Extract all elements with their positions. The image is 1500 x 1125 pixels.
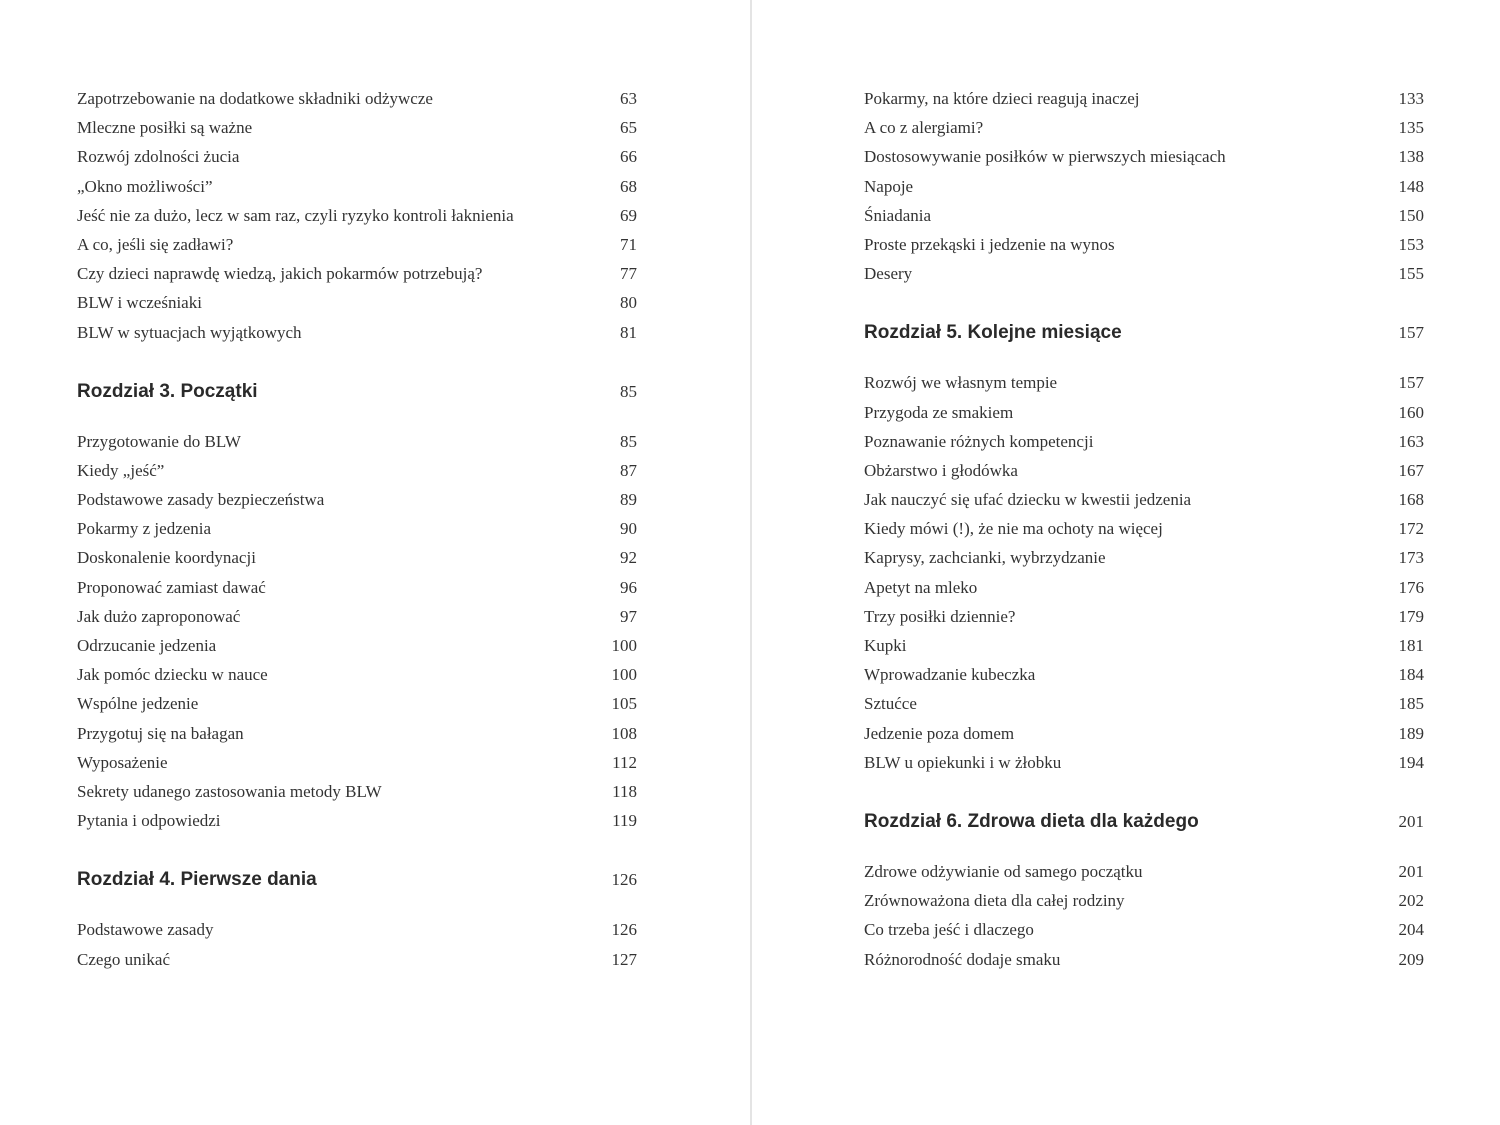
toc-entry-title: Wyposażenie	[77, 752, 168, 772]
toc-entry-title: Jedzenie poza domem	[864, 723, 1015, 743]
toc-entry-page-number: 80	[620, 293, 637, 313]
toc-entry-page-number: 89	[620, 490, 637, 510]
toc-entry	[864, 485, 1424, 514]
toc-entry-title: Czego unikać	[77, 949, 170, 969]
toc-entry-page-number: 108	[611, 723, 637, 743]
toc-entry	[864, 602, 1424, 631]
toc-entry	[864, 915, 1424, 944]
toc-entry-title: Poznawanie różnych kompetencji	[864, 431, 1094, 451]
toc-entry-page-number: 172	[1398, 519, 1424, 539]
toc-entry-page-number: 204	[1398, 920, 1424, 940]
toc-entry-page-number: 100	[611, 636, 637, 655]
toc-entry-title: A co, jeśli się zadławi?	[77, 234, 234, 254]
toc-entry-title: Rozwój zdolności żucia	[77, 147, 240, 167]
toc-entry	[77, 945, 637, 974]
toc-entry-page-number: 163	[1398, 431, 1424, 451]
toc-entry-title: Sekrety udanego zastosowania metody BLW	[77, 781, 382, 801]
toc-entry-page-number: 66	[620, 147, 637, 167]
toc-entry-page-number: 97	[620, 606, 637, 626]
toc-entry-page-number: 173	[1398, 548, 1424, 568]
toc-entry-page-number: 189	[1398, 723, 1424, 743]
toc-entry	[864, 543, 1424, 572]
toc-entry-title: Doskonalenie koordynacji	[77, 548, 256, 568]
toc-entry	[864, 719, 1424, 748]
toc-entry	[864, 631, 1424, 660]
toc-entry	[864, 142, 1424, 171]
toc-entry-page-number: 71	[620, 234, 637, 254]
toc-entry	[77, 543, 637, 572]
toc-entry	[864, 660, 1424, 689]
toc-entry	[864, 398, 1424, 427]
toc-entry-title: Mleczne posiłki są ważne	[77, 118, 253, 138]
toc-entry-title: Rozwój we własnym tempie	[864, 373, 1058, 393]
toc-entry-title: Zapotrzebowanie na dodatkowe składniki odżywcze	[77, 89, 433, 108]
toc-entry-page-number: 90	[620, 519, 637, 539]
toc-entry	[77, 514, 637, 543]
toc-entry-page-number: 92	[620, 548, 637, 568]
toc-entry-page-number: 63	[620, 89, 637, 108]
toc-entry	[77, 748, 637, 777]
toc-entry	[77, 777, 637, 806]
toc-entry-page-number: 148	[1398, 176, 1424, 196]
toc-entry-page-number: 69	[620, 205, 637, 225]
toc-entry-title: Przygotuj się na bałagan	[77, 723, 244, 743]
toc-entry-title: Co trzeba jeść i dlaczego	[864, 920, 1034, 940]
toc-entry	[864, 945, 1424, 974]
toc-entry-title: Dostosowywanie posiłków w pierwszych miesiącach	[864, 147, 1226, 167]
toc-entry-title: Proponować zamiast dawać	[77, 577, 266, 597]
toc-entry-page-number: 176	[1398, 577, 1424, 597]
toc-entry-title: Odrzucanie jedzenia	[77, 636, 217, 655]
toc-entry	[77, 427, 637, 456]
toc-entry-page-number: 150	[1398, 205, 1424, 225]
toc-entry-title: Jak pomóc dziecku w nauce	[77, 665, 268, 685]
toc-entry-title: Zrównoważona dieta dla całej rodziny	[864, 891, 1125, 911]
toc-entry-title: „Okno możliwości”	[77, 176, 213, 196]
toc-entry-title: Śniadania	[864, 205, 932, 225]
toc-entry	[864, 857, 1424, 886]
toc-entry	[864, 172, 1424, 201]
toc-entry-page-number: 77	[620, 264, 637, 284]
toc-entry	[77, 573, 637, 602]
toc-entry-title: BLW i wcześniaki	[77, 293, 202, 313]
toc-entry-title: Obżarstwo i głodówka	[864, 460, 1018, 480]
toc-entry	[77, 631, 637, 660]
toc-entry-title: Wspólne jedzenie	[77, 694, 199, 714]
toc-entry-title: Podstawowe zasady	[77, 920, 214, 940]
toc-entry	[77, 172, 637, 201]
toc-entry-page-number: 85	[620, 431, 637, 451]
toc-entry	[864, 456, 1424, 485]
chapter-page-number: 126	[611, 870, 637, 890]
toc-entry-title: Kiedy „jeść”	[77, 460, 165, 480]
toc-entry-title: Kupki	[864, 636, 907, 655]
toc-entry-page-number: 167	[1398, 460, 1424, 480]
toc-entry	[864, 84, 1424, 113]
chapter-page-number: 201	[1398, 811, 1424, 831]
toc-entry-page-number: 153	[1398, 234, 1424, 254]
toc-entry-page-number: 155	[1398, 264, 1424, 284]
chapter-page-number: 85	[620, 381, 637, 401]
toc-entry	[77, 806, 637, 835]
toc-entry-page-number: 181	[1398, 636, 1424, 655]
toc-entry-title: Kaprysy, zachcianki, wybrzydzanie	[864, 548, 1106, 568]
chapter-title: Rozdział 5. Kolejne miesiące	[864, 322, 1122, 344]
toc-entry-page-number: 133	[1398, 89, 1424, 108]
chapter-page-number: 157	[1398, 323, 1424, 343]
toc-entry-title: BLW w sytuacjach wyjątkowych	[77, 322, 302, 342]
toc-entry-page-number: 179	[1398, 606, 1424, 626]
toc-entry-title: Przygotowanie do BLW	[77, 431, 241, 451]
chapter-heading	[864, 807, 1424, 837]
toc-entry-page-number: 112	[612, 752, 637, 772]
toc-entry-title: Apetyt na mleko	[864, 577, 978, 597]
toc-entry	[77, 719, 637, 748]
toc-entry-page-number: 127	[611, 949, 637, 969]
toc-entry-page-number: 65	[620, 118, 637, 138]
toc-entry	[864, 113, 1424, 142]
toc-entry-title: Różnorodność dodaje smaku	[864, 949, 1061, 969]
toc-entry	[77, 485, 637, 514]
toc-entry	[77, 318, 637, 347]
toc-entry-page-number: 119	[612, 811, 637, 831]
toc-entry	[864, 201, 1424, 230]
toc-entry-page-number: 185	[1398, 694, 1424, 714]
toc-entry	[77, 660, 637, 689]
toc-entry-page-number: 184	[1398, 665, 1424, 685]
toc-entry	[864, 748, 1424, 777]
toc-entry	[864, 368, 1424, 397]
toc-entry-page-number: 135	[1398, 118, 1424, 138]
toc-entry-title: Sztućce	[864, 694, 917, 714]
chapter-title: Rozdział 6. Zdrowa dieta dla każdego	[864, 810, 1199, 832]
toc-entry-page-number: 202	[1398, 891, 1424, 911]
toc-entry-page-number: 81	[620, 322, 637, 342]
toc-entry-title: Zdrowe odżywianie od samego początku	[864, 861, 1143, 881]
toc-entry	[77, 259, 637, 288]
toc-entry	[864, 886, 1424, 915]
toc-entry	[77, 142, 637, 171]
chapter-title: Rozdział 4. Pierwsze dania	[77, 869, 317, 891]
toc-entry	[77, 201, 637, 230]
toc-entry-page-number: 209	[1398, 949, 1424, 969]
toc-entry-title: BLW u opiekunki i w żłobku	[864, 752, 1062, 772]
toc-entry-page-number: 100	[611, 665, 637, 685]
chapter-heading	[77, 865, 637, 895]
right-page	[752, 0, 1500, 1125]
toc-entry-page-number: 157	[1398, 373, 1424, 393]
toc-entry	[77, 456, 637, 485]
toc-entry	[77, 689, 637, 718]
toc-entry-page-number: 87	[620, 460, 637, 480]
toc-entry-page-number: 168	[1398, 490, 1424, 510]
chapter-heading	[77, 377, 637, 407]
toc-entry-title: Jak dużo zaproponować	[77, 606, 241, 626]
toc-entry-title: Pokarmy, na które dzieci reagują inaczej	[864, 89, 1140, 108]
toc-entry	[77, 113, 637, 142]
toc-entry-page-number: 118	[612, 781, 637, 801]
toc-entry-title: Jeść nie za dużo, lecz w sam raz, czyli ryzyko kontroli łaknienia	[77, 205, 514, 225]
toc-entry-title: Czy dzieci naprawdę wiedzą, jakich pokarmów potrzebują?	[77, 264, 483, 284]
toc-entry	[864, 573, 1424, 602]
toc-entry-title: A co z alergiami?	[864, 118, 984, 138]
toc-entry-title: Trzy posiłki dziennie?	[864, 606, 1016, 626]
toc-entry-page-number: 194	[1398, 752, 1424, 772]
toc-entry-title: Pytania i odpowiedzi	[77, 811, 221, 831]
chapter-heading	[864, 318, 1424, 348]
toc-entry	[77, 915, 637, 944]
toc-entry-page-number: 201	[1398, 861, 1424, 881]
toc-entry	[864, 230, 1424, 259]
toc-entry	[77, 84, 637, 113]
toc-entry	[77, 230, 637, 259]
toc-entry-page-number: 105	[611, 694, 637, 714]
toc-entry	[864, 514, 1424, 543]
table-of-contents	[77, 84, 637, 974]
toc-entry	[864, 259, 1424, 288]
toc-entry-page-number: 138	[1398, 147, 1424, 167]
toc-entry-title: Desery	[864, 264, 913, 284]
toc-entry-page-number: 160	[1398, 402, 1424, 422]
toc-entry-title: Wprowadzanie kubeczka	[864, 665, 1036, 685]
toc-entry-title: Proste przekąski i jedzenie na wynos	[864, 234, 1115, 254]
toc-entry	[77, 288, 637, 317]
toc-entry-title: Podstawowe zasady bezpieczeństwa	[77, 490, 325, 510]
toc-entry-page-number: 68	[620, 176, 637, 196]
toc-entry	[864, 689, 1424, 718]
toc-entry-title: Przygoda ze smakiem	[864, 402, 1014, 422]
toc-entry-page-number: 126	[611, 920, 637, 940]
toc-entry-title: Napoje	[864, 176, 914, 196]
toc-entry-title: Pokarmy z jedzenia	[77, 519, 212, 539]
toc-entry-page-number: 96	[620, 577, 637, 597]
toc-entry	[864, 427, 1424, 456]
toc-entry-title: Kiedy mówi (!), że nie ma ochoty na więcej	[864, 519, 1163, 539]
toc-entry	[77, 602, 637, 631]
toc-entry-title: Jak nauczyć się ufać dziecku w kwestii jedzenia	[864, 490, 1192, 510]
chapter-title: Rozdział 3. Początki	[77, 380, 258, 402]
table-of-contents	[864, 84, 1424, 974]
